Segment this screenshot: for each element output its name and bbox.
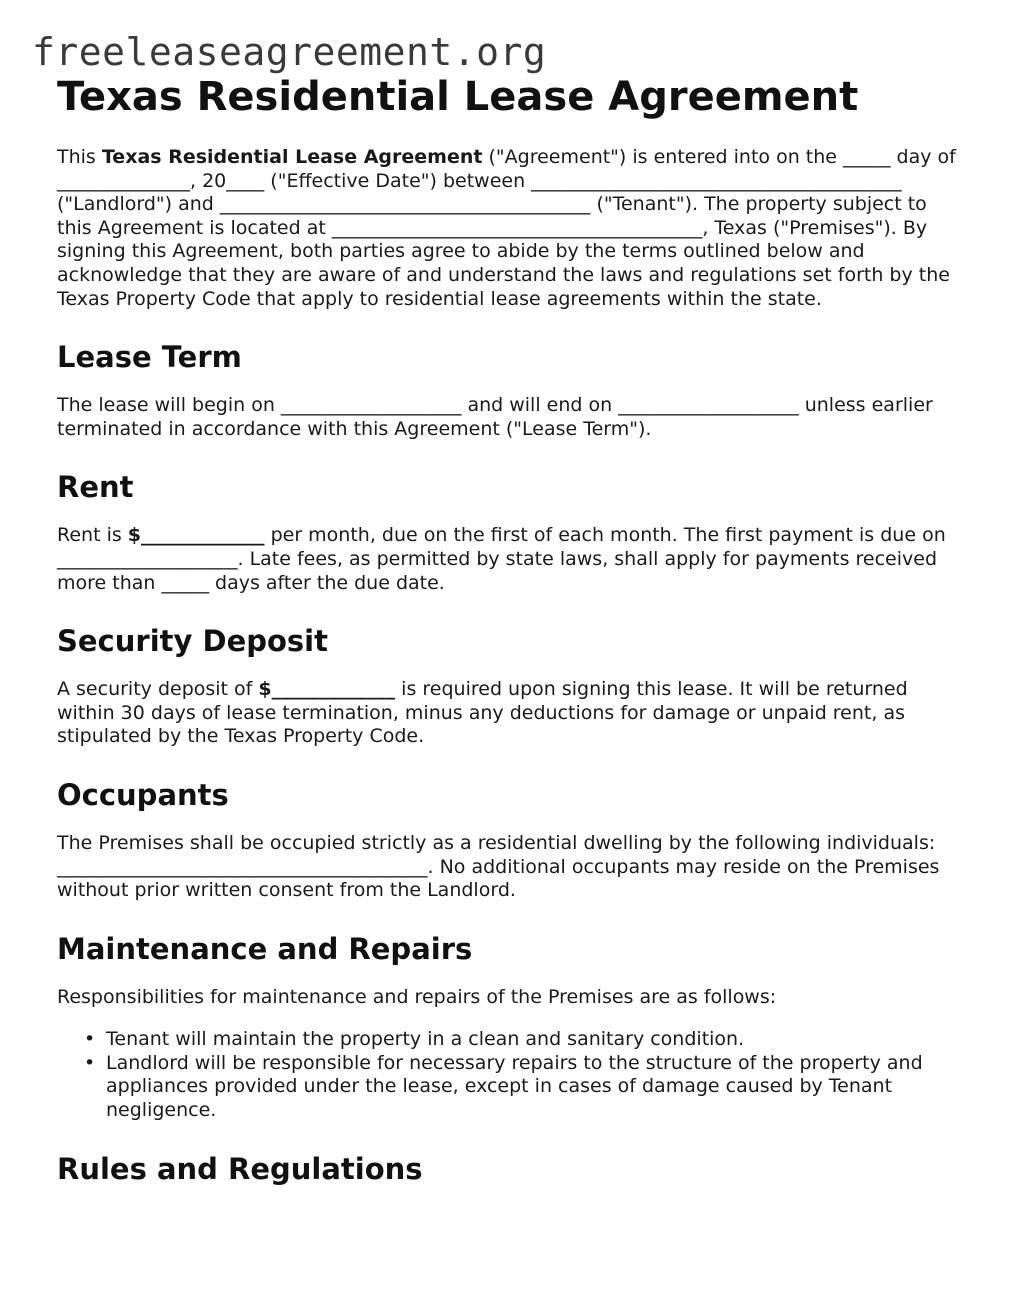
security-deposit-heading: Security Deposit [57,624,328,659]
rent-text [57,524,957,595]
intro-post: ("Agreement") is entered into on the _____ day of ______________, 20____ ("Effective Date") between _______________________________________ ("Landlord") and _______________________________________ ("Tenant"). The property subject to this Agreement is located at _______________________________________, Texas ("Premises"). By signing this Agreement, both parties agree to abide by the terms outlined below and acknowledge that they are aware of and understand the laws and regulations set forth by the Texas Property Code that apply to residential lease agreements within the state. [57,146,956,310]
bullet-icon: • [84,1051,96,1074]
deposit-post: is required upon signing this lease. It will be returned within 30 days of lease termination, minus any deductions for damage or unpaid rent, as stipulated by the Texas Property Code. [57,678,908,748]
deposit-pre: A security deposit of [57,678,259,701]
rent-amount-blank: $_____________ [127,524,265,547]
maintenance-text: Responsibilities for maintenance and repairs of the Premises are as follows: [57,985,777,1008]
list-item [84,1051,957,1123]
occupants-text: The Premises shall be occupied strictly as a residential dwelling by the following individuals: _______________________________________. No additional occupants may reside on the Premises without prior written consent from the Landlord. [57,831,940,902]
rules-heading: Rules and Regulations [57,1151,423,1186]
list-item [84,1028,957,1052]
deposit-amount-blank: $_____________ [258,678,396,701]
rent-pre: Rent is [57,524,128,547]
lease-term-text: The lease will begin on ___________________ and will end on ___________________ unless earlier terminated in accordance with this Agreement ("Lease Term"). [57,394,933,440]
intro-paragraph [57,146,957,311]
maintenance-heading: Maintenance and Repairs [57,931,473,966]
security-deposit-text [57,678,957,749]
lease-term-heading: Lease Term [57,340,242,375]
list-item-text: Landlord will be responsible for necessary repairs to the structure of the property and appliances provided under the lease, except in cases of damage caused by Tenant negligence. [106,1051,923,1122]
bullet-icon: • [84,1028,96,1051]
site-watermark: freeleaseagreement.org [32,30,547,74]
occupants-heading: Occupants [57,777,229,812]
rent-heading: Rent [57,470,134,505]
document-title: Texas Residential Lease Agreement [57,74,859,120]
maintenance-list [57,1028,957,1122]
lease-document [57,72,957,1187]
rent-post: per month, due on the first of each month. The first payment is due on ___________________. Late fees, as permitted by state laws, shall apply for payments received more than _____ days after the due date. [57,524,946,594]
intro-pre: This [57,146,102,168]
list-item-text: Tenant will maintain the property in a clean and sanitary condition. [106,1028,745,1051]
intro-bold: Texas Residential Lease Agreement [101,146,483,168]
